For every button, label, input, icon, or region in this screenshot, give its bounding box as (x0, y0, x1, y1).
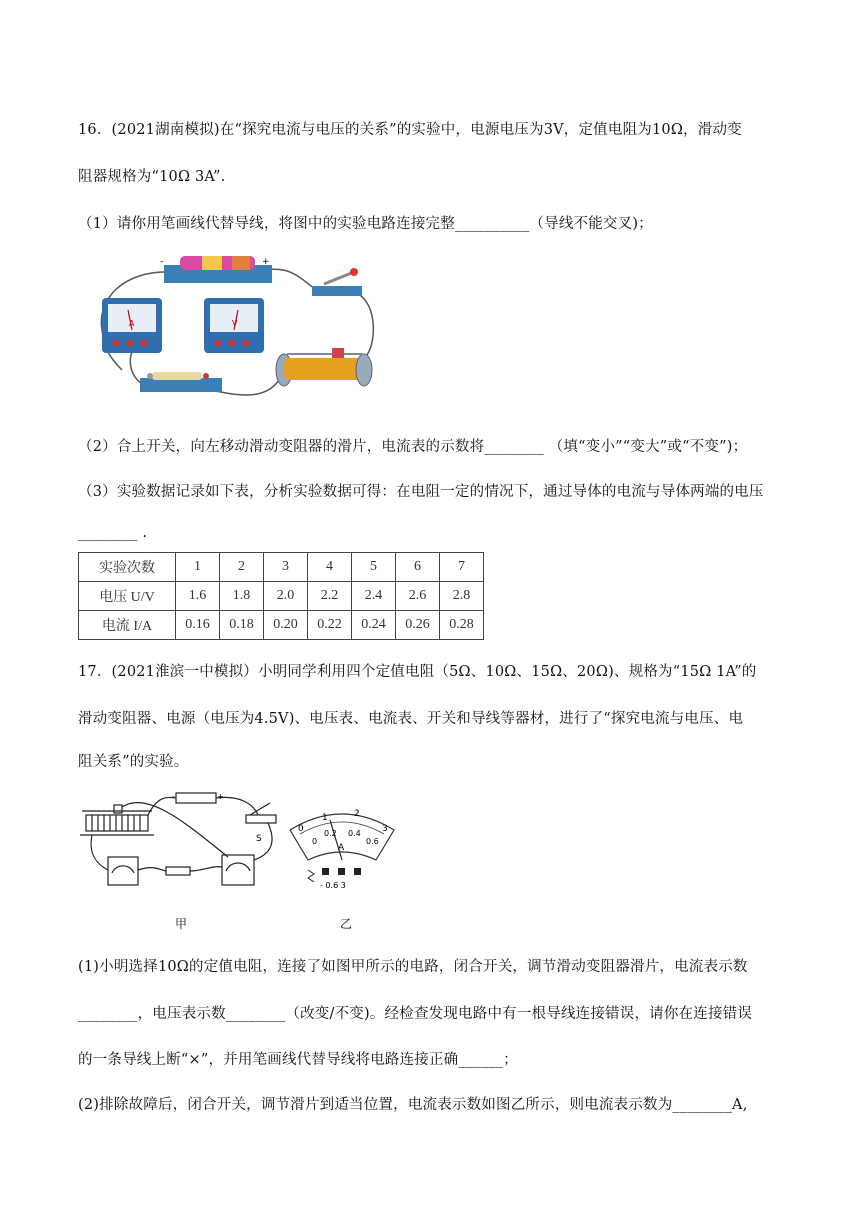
voltmeter-letter: V (232, 319, 238, 328)
q16-part3-line2: ________ . (78, 525, 148, 541)
battery-plus-label: + (217, 792, 224, 801)
q17-figure-jia (78, 785, 288, 900)
table-row (79, 553, 484, 582)
table-cell: 1 (176, 553, 220, 582)
table-header-voltage: 电压 U/V (79, 582, 176, 611)
table-cell: 1.8 (220, 582, 264, 611)
switch-label: S (256, 834, 262, 844)
top-scale-0: 0 (298, 824, 304, 834)
q16-part1: （1）请你用笔画线代替导线，将图中的实验电路连接完整__________（导线不能交叉)； (78, 216, 653, 232)
table-header-current: 电流 I/A (79, 611, 176, 640)
top-scale-1: 1 (322, 813, 328, 823)
table-cell: 0.24 (352, 611, 396, 640)
q16-part3-line1: （3）实验数据记录如下表，分析实验数据可得：在电阻一定的情况下，通过导体的电流与导体两端的电压 (78, 484, 764, 500)
battery-minus-label: - (172, 792, 175, 801)
battery-plus-label: + (262, 257, 270, 267)
q17-stem-line1: 17．(2021淮滨一中模拟）小明同学利用四个定值电阻（5Ω、10Ω、15Ω、20Ω)、规格为“15Ω 1A”的 (78, 664, 757, 680)
top-scale-2: 2 (354, 809, 360, 819)
figure-jia-caption: 甲 (175, 917, 188, 931)
table-header-trials: 实验次数 (79, 553, 176, 582)
bottom-scale-0: 0 (312, 837, 318, 846)
table-cell: 5 (352, 553, 396, 582)
table-cell: 0.18 (220, 611, 264, 640)
top-scale-3: 3 (382, 824, 388, 834)
ammeter-letter: A (129, 319, 135, 328)
table-cell: 0.16 (176, 611, 220, 640)
table-cell: 4 (308, 553, 352, 582)
bottom-scale-0.6: 0.6 (366, 837, 379, 846)
table-cell: 6 (396, 553, 440, 582)
table-cell: 0.28 (440, 611, 484, 640)
q17-figure-yi-ammeter-dial (286, 800, 398, 900)
meter-terminals: - 0.6 3 (320, 881, 346, 890)
q17-stem-line2: 滑动变阻器、电源（电压为4.5V)、电压表、电流表、开关和导线等器材，进行了“探究电流与电压、电 (78, 711, 744, 727)
table-cell: 2.6 (396, 582, 440, 611)
q17-stem-line3: 阻关系”的实验。 (78, 754, 189, 770)
q17-part2: (2)排除故障后，闭合开关，调节滑片到适当位置，电流表示数如图乙所示，则电流表示数为________A, (78, 1097, 748, 1113)
table-cell: 0.22 (308, 611, 352, 640)
table-cell: 2.8 (440, 582, 484, 611)
table-row (79, 582, 484, 611)
bottom-scale-0.4: 0.4 (348, 829, 361, 838)
table-cell: 2.4 (352, 582, 396, 611)
q17-part1-line1: (1)小明选择10Ω的定值电阻，连接了如图甲所示的电路，闭合开关，调节滑动变阻器滑片，电流表示数 (78, 959, 748, 975)
bottom-scale-0.2: 0.2 (324, 829, 337, 838)
table-cell: 3 (264, 553, 308, 582)
q17-part1-line2: ________，电压表示数________（改变/不变)。经检查发现电路中有一根导线连接错误，请你在连接错误 (78, 1006, 753, 1022)
q16-data-table (78, 552, 484, 640)
q16-stem-line2: 阻器规格为“10Ω 3A”. (78, 169, 226, 185)
table-cell: 2.2 (308, 582, 352, 611)
q17-part1-line3: 的一条导线上断“×”，并用笔画线代替导线将电路连接正确______； (78, 1052, 518, 1068)
table-cell: 1.6 (176, 582, 220, 611)
q16-stem-line1: 16．(2021湖南模拟)在“探究电流与电压的关系”的实验中，电源电压为3V，定值电阻为10Ω，滑动变 (78, 122, 742, 138)
q16-part2: （2）合上开关，向左移动滑动变阻器的滑片，电流表的示数将________ （填“变小”“变大”或“不变”)； (78, 439, 748, 455)
table-cell: 7 (440, 553, 484, 582)
table-cell: 2.0 (264, 582, 308, 611)
q16-circuit-figure (92, 250, 382, 410)
table-cell: 2 (220, 553, 264, 582)
table-row (79, 611, 484, 640)
battery-minus-label: - (160, 257, 164, 267)
table-cell: 0.26 (396, 611, 440, 640)
figure-yi-caption: 乙 (340, 917, 353, 931)
meter-letter: A (338, 843, 345, 853)
table-cell: 0.20 (264, 611, 308, 640)
